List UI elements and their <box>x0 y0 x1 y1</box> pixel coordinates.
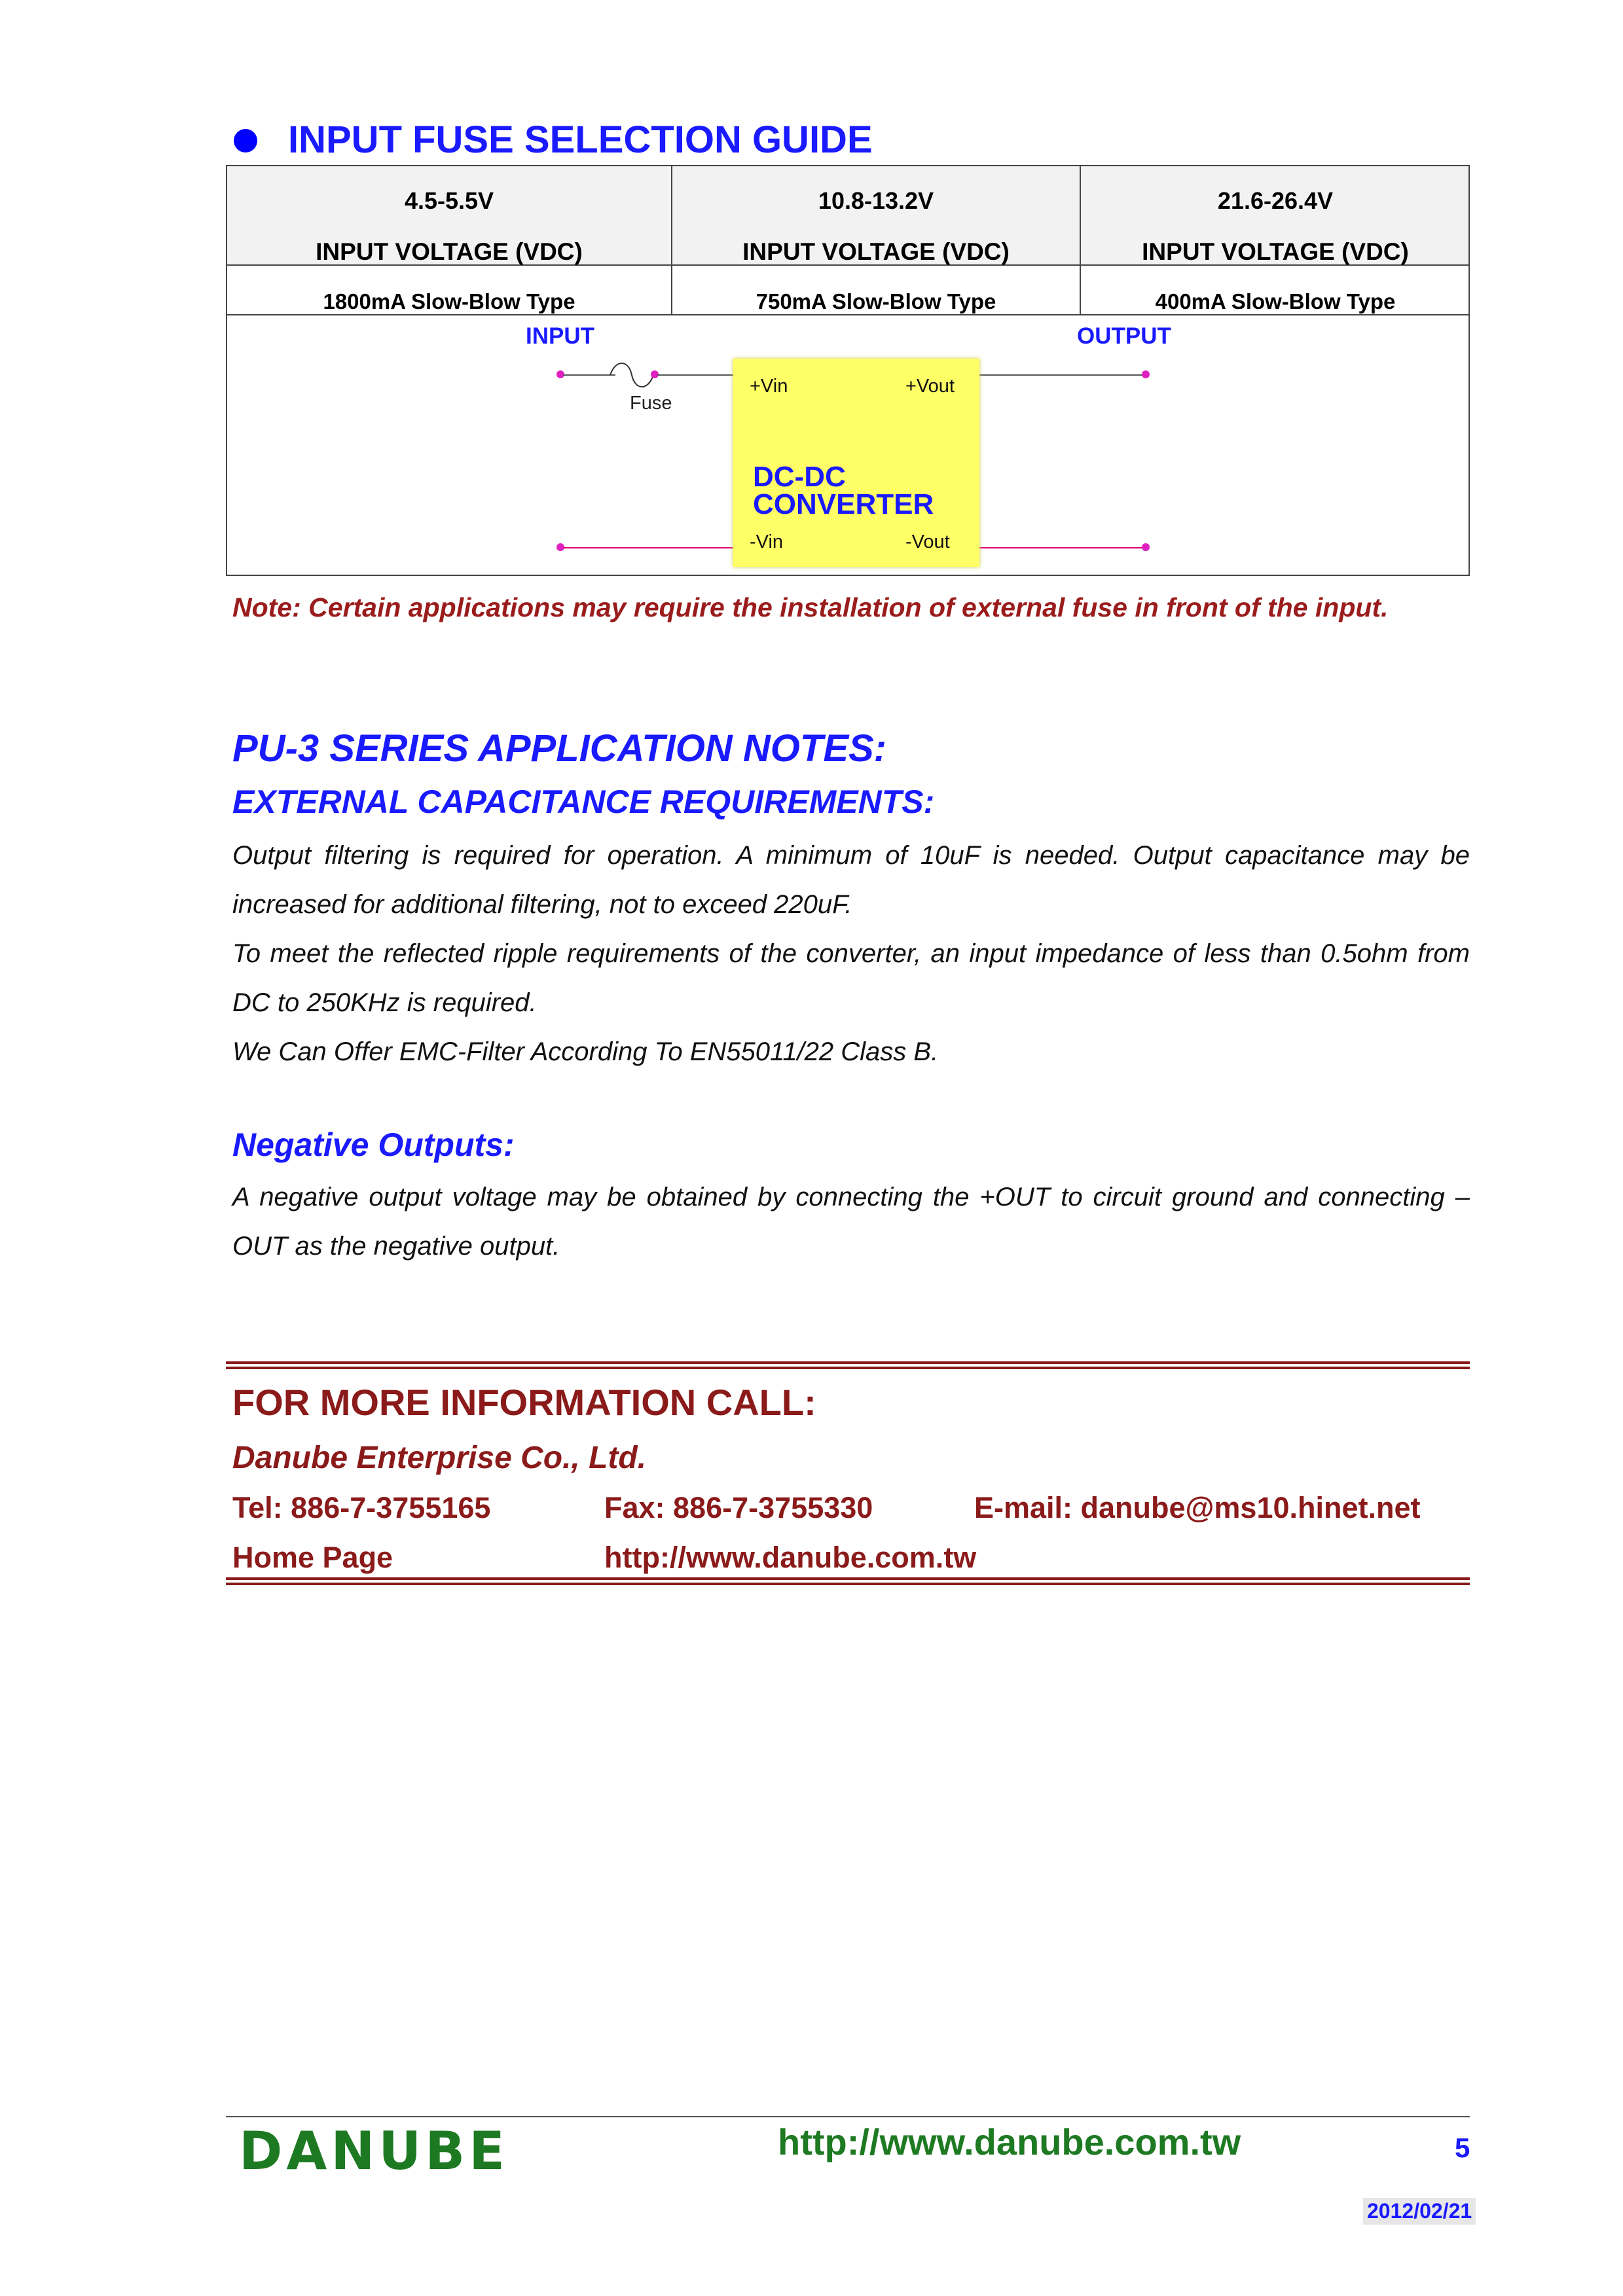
voltage-label: INPUT VOLTAGE (VDC) <box>742 238 1010 265</box>
wire <box>979 547 1143 548</box>
header-cell <box>227 187 671 266</box>
page-number: 5 <box>1455 2132 1470 2163</box>
voltage-label: INPUT VOLTAGE (VDC) <box>1142 238 1409 265</box>
fuse-icon <box>609 357 655 389</box>
output-terminal-negative <box>1142 543 1150 551</box>
converter-title-line1: DC-DC <box>753 461 846 493</box>
voltage-range: 21.6-26.4V <box>1217 187 1334 214</box>
homepage-link[interactable]: http://www.danube.com.tw <box>604 1541 977 1574</box>
wire <box>979 374 1143 376</box>
negative-outputs-title: Negative Outputs: <box>232 1126 515 1163</box>
fax-number: Fax: 886-7-3755330 <box>604 1491 873 1524</box>
contact-title: FOR MORE INFORMATION CALL: <box>232 1382 816 1423</box>
wire <box>563 374 615 376</box>
ext-cap-paragraph-1: Output filtering is required for operation. A minimum of 10uF is needed. Output capacitance may be increased for additional filtering, not to exceed 220uF. <box>232 841 1470 919</box>
email-link[interactable]: E-mail: danube@ms10.hinet.net <box>974 1491 1421 1524</box>
voltage-label: INPUT VOLTAGE (VDC) <box>316 238 583 265</box>
tel-number: Tel: 886-7-3755165 <box>232 1491 491 1524</box>
brand-logo: DANUBE <box>239 2121 509 2181</box>
diagram-output-label: OUTPUT <box>1077 323 1171 349</box>
app-notes-title: PU-3 SERIES APPLICATION NOTES: <box>232 727 886 770</box>
fuse-note: Note: Certain applications may require the installation of external fuse in front of the input. <box>232 592 1389 622</box>
ext-cap-title: EXTERNAL CAPACITANCE REQUIREMENTS: <box>232 783 935 820</box>
fuse-rating: 750mA Slow-Blow Type <box>756 289 996 314</box>
pin-vout-negative: -Vout <box>905 531 950 552</box>
wire <box>657 374 733 376</box>
header-cell <box>1081 187 1470 266</box>
diagram-input-label: INPUT <box>526 323 594 349</box>
contact-top-rule <box>226 1361 1470 1369</box>
footer-rule <box>226 2116 1470 2117</box>
bullet-icon <box>234 129 257 152</box>
ext-cap-paragraph-3: We Can Offer EMC-Filter According To EN55011/22 Class B. <box>232 1037 939 1066</box>
voltage-range: 10.8-13.2V <box>818 187 934 214</box>
ext-cap-paragraph-2: To meet the reflected ripple requirements of the converter, an input impedance of less than 0.5ohm from DC to 250KHz is required. <box>232 939 1470 1017</box>
contact-bottom-rule <box>226 1577 1470 1585</box>
converter-title <box>753 463 934 518</box>
header-cell <box>672 187 1080 266</box>
homepage-label: Home Page <box>232 1541 393 1574</box>
voltage-range: 4.5-5.5V <box>404 187 494 214</box>
document-date: 2012/02/21 <box>1363 2198 1476 2225</box>
fuse-rating: 1800mA Slow-Blow Type <box>323 289 575 314</box>
wire <box>563 547 733 548</box>
pin-vin-positive: +Vin <box>750 376 788 397</box>
section-title: INPUT FUSE SELECTION GUIDE <box>288 118 873 161</box>
company-name: Danube Enterprise Co., Ltd. <box>232 1441 647 1475</box>
pin-vin-negative: -Vin <box>750 531 784 552</box>
converter-title-line2: CONVERTER <box>753 488 934 520</box>
output-terminal-positive <box>1142 370 1150 378</box>
footer-url-link[interactable]: http://www.danube.com.tw <box>778 2121 1241 2162</box>
pin-vout-positive: +Vout <box>905 376 955 397</box>
fuse-label: Fuse <box>630 393 672 414</box>
negative-outputs-paragraph: A negative output voltage may be obtained by connecting the +OUT to circuit ground and connecting –OUT as the negative output. <box>232 1183 1470 1261</box>
fuse-rating: 400mA Slow-Blow Type <box>1155 289 1396 314</box>
